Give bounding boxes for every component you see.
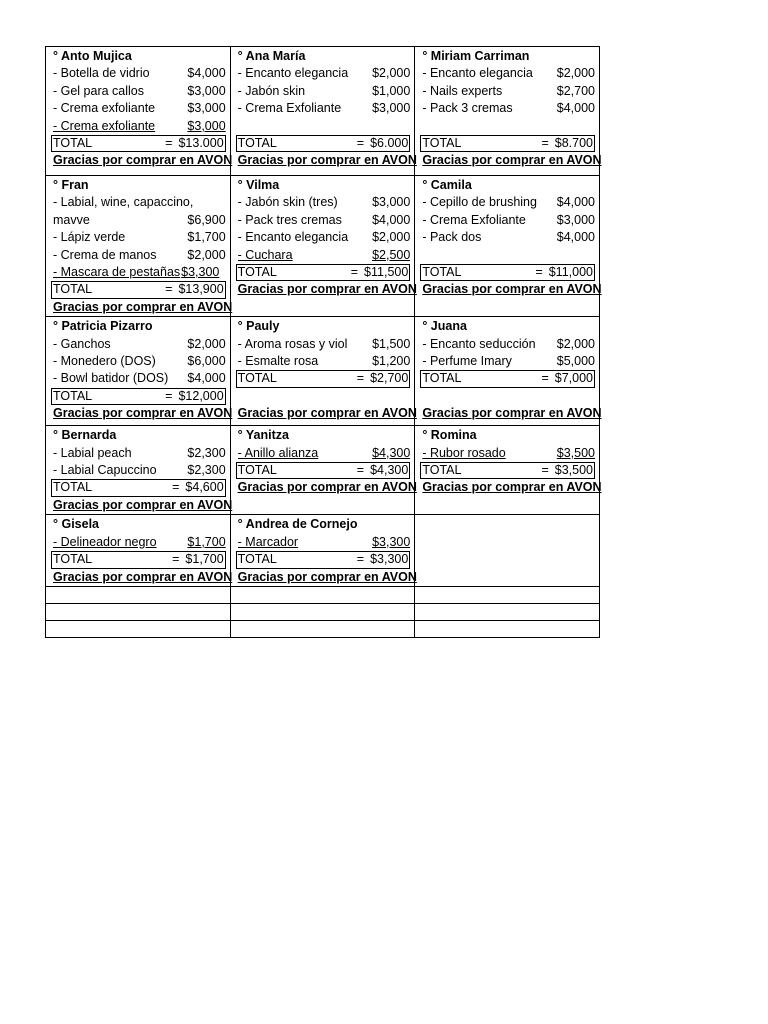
empty-cell (46, 603, 231, 620)
empty-cell (415, 620, 600, 637)
item-desc: - Pack tres cremas (237, 212, 342, 227)
total-amount: $2,700 (370, 371, 409, 386)
item-amount: $3,000 (372, 195, 411, 210)
customer-name: ° Pauly (237, 319, 280, 334)
total-box (420, 135, 595, 152)
item-amount: $3,300 (372, 534, 411, 549)
thanks-note: Gracias por comprar en AVON (422, 480, 602, 495)
total-amount: $11,000 (548, 265, 593, 280)
item-desc: - Jabón skin (237, 83, 306, 98)
customer-name: ° Vilma (237, 178, 280, 192)
item-amount: $3,000 (556, 212, 595, 227)
total-label: TOTAL (422, 371, 462, 386)
item-amount: $2,300 (187, 445, 226, 460)
total-amount: $7,000 (554, 371, 593, 386)
customer-name: ° Bernarda (53, 428, 117, 443)
item-desc: - Crema exfoliante (53, 118, 156, 133)
customer-cell (415, 176, 600, 317)
thanks-note: Gracias por comprar en AVON (237, 480, 417, 495)
empty-cell (415, 603, 600, 620)
item-desc: - Crema Exfoliante (237, 101, 342, 116)
item-amount: $2,000 (372, 230, 411, 245)
item-desc: - Jabón skin (tres) (237, 195, 338, 210)
empty-cell (230, 603, 415, 620)
total-amount: $8.700 (554, 136, 593, 151)
item-amount: $3,000 (187, 83, 226, 98)
item-desc: - Pack dos (422, 230, 482, 245)
customer-cell (46, 426, 231, 515)
total-label: TOTAL (53, 480, 93, 495)
item-desc: - Pack 3 cremas (422, 101, 513, 116)
item-amount: $3,500 (556, 445, 595, 460)
total-box (236, 264, 411, 281)
item-desc: - Aroma rosas y viol (237, 336, 348, 351)
total-box (236, 370, 411, 387)
total-label: TOTAL (53, 388, 93, 403)
item-amount: $3,000 (187, 118, 226, 133)
table-row (46, 515, 600, 587)
total-amount: $11,500 (364, 265, 409, 280)
item-desc: - Labial Capuccino (53, 463, 157, 478)
thanks-note: Gracias por comprar en AVON (237, 153, 417, 168)
total-equals: = (356, 552, 365, 567)
item-desc: - Perfume Imary (422, 354, 512, 369)
total-equals: = (356, 371, 365, 386)
thanks-note: Gracias por comprar en AVON (53, 153, 233, 168)
item-amount: $2,000 (187, 336, 226, 351)
thanks-note: Gracias por comprar en AVON (53, 497, 233, 512)
item-desc: - Labial, wine, capaccino, (53, 195, 194, 210)
total-label: TOTAL (237, 265, 277, 280)
item-desc: - Delineador negro (53, 534, 157, 549)
total-label: TOTAL (237, 552, 277, 567)
total-box (236, 551, 411, 568)
customer-cell (230, 317, 415, 426)
item-desc: - Botella de vidrio (53, 66, 150, 81)
total-amount: $13.000 (178, 136, 224, 151)
customer-name: ° Anto Mujica (53, 49, 132, 63)
item-desc: - Encanto elegancia (237, 66, 349, 81)
thanks-note: Gracias por comprar en AVON (53, 406, 233, 421)
total-label: TOTAL (53, 282, 93, 297)
table-row (46, 176, 600, 317)
item-desc: - Esmalte rosa (237, 354, 319, 369)
total-amount: $4,600 (185, 480, 224, 495)
item-desc: - Crema exfoliante (53, 101, 156, 116)
orders-table (45, 46, 600, 638)
customer-cell (230, 47, 415, 176)
empty-row (46, 603, 600, 620)
table-row (46, 426, 600, 515)
item-desc: - Mascara de pestañas (53, 265, 181, 280)
item-desc: - Rubor rosado (422, 445, 506, 460)
item-amount: $4,000 (187, 66, 226, 81)
item-desc: - Gel para callos (53, 83, 145, 98)
total-equals: = (356, 136, 365, 151)
empty-cell (230, 586, 415, 603)
thanks-note: Gracias por comprar en AVON (237, 282, 417, 297)
item-amount: $4,000 (187, 371, 226, 386)
total-box (51, 281, 226, 298)
total-equals: = (165, 388, 173, 403)
customer-cell (230, 515, 415, 587)
total-label: TOTAL (422, 136, 462, 151)
total-amount: $1,700 (185, 552, 224, 567)
item-amount: $4,000 (556, 101, 595, 116)
total-box (236, 135, 411, 152)
item-desc: mavve (53, 212, 90, 227)
total-equals: = (172, 552, 180, 567)
thanks-note: Gracias por comprar en AVON (237, 569, 417, 584)
empty-cell (415, 515, 600, 587)
customer-name: ° Fran (53, 178, 89, 192)
item-amount: $2,300 (187, 463, 226, 478)
thanks-note: Gracias por comprar en AVON (53, 569, 233, 584)
thanks-note: Gracias por comprar en AVON (422, 406, 602, 421)
total-equals: = (165, 282, 173, 297)
customer-name: ° Yanitza (237, 428, 289, 443)
total-amount: $4,300 (370, 463, 409, 478)
empty-cell (46, 586, 231, 603)
item-desc: - Lápiz verde (53, 230, 126, 245)
total-label: TOTAL (422, 463, 462, 478)
total-box (236, 462, 411, 479)
empty-row (46, 620, 600, 637)
customer-cell (46, 515, 231, 587)
thanks-note: Gracias por comprar en AVON (53, 299, 233, 314)
item-amount: $2,000 (556, 66, 595, 81)
empty-row (46, 586, 600, 603)
item-desc: - Crema de manos (53, 247, 157, 262)
customer-name: ° Patricia Pizarro (53, 319, 153, 334)
item-amount: $2,000 (556, 336, 595, 351)
item-amount: $3,300 (181, 265, 220, 280)
customer-name: ° Ana María (237, 49, 306, 63)
total-box (420, 462, 595, 479)
total-equals: = (535, 265, 543, 280)
customer-name: ° Juana (422, 319, 467, 334)
item-amount: $1,500 (372, 336, 411, 351)
item-amount: $2,000 (372, 66, 411, 81)
item-desc: - Cepillo de brushing (422, 195, 537, 210)
table-row (46, 317, 600, 426)
item-desc: - Marcador (237, 534, 299, 549)
item-desc: - Monedero (DOS) (53, 354, 156, 369)
total-box (51, 479, 226, 496)
empty-cell (230, 620, 415, 637)
total-label: TOTAL (237, 371, 277, 386)
total-amount: $3,300 (370, 552, 409, 567)
item-amount: $2,000 (187, 247, 226, 262)
item-amount: $1,700 (187, 230, 226, 245)
total-label: TOTAL (53, 136, 93, 151)
total-box (51, 135, 226, 152)
customer-cell (46, 47, 231, 176)
total-amount: $12,000 (178, 388, 224, 403)
item-desc: - Cuchara (237, 247, 293, 262)
total-equals: = (165, 136, 173, 151)
item-amount: $5,000 (556, 354, 595, 369)
item-amount: $4,000 (556, 230, 595, 245)
item-desc: - Encanto elegancia (422, 66, 533, 81)
customer-cell (415, 317, 600, 426)
total-box (51, 388, 226, 405)
thanks-note: Gracias por comprar en AVON (422, 153, 602, 168)
total-amount: $6.000 (370, 136, 409, 151)
total-equals: = (350, 265, 359, 280)
customer-cell (46, 317, 231, 426)
thanks-note: Gracias por comprar en AVON (237, 406, 417, 421)
total-box (420, 370, 595, 387)
customer-name: ° Gisela (53, 517, 99, 532)
customer-cell (415, 47, 600, 176)
item-amount: $3,000 (187, 101, 226, 116)
item-amount: $6,000 (187, 354, 226, 369)
customer-name: ° Camila (422, 178, 472, 192)
item-desc: - Ganchos (53, 336, 111, 351)
item-desc: - Anillo alianza (237, 445, 319, 460)
item-amount: $4,000 (372, 212, 411, 227)
item-desc: - Encanto seducción (422, 336, 536, 351)
thanks-note: Gracias por comprar en AVON (422, 282, 602, 297)
item-desc: - Encanto elegancia (237, 230, 349, 245)
item-amount: $1,000 (372, 83, 411, 98)
empty-cell (46, 620, 231, 637)
item-desc: - Nails experts (422, 83, 503, 98)
customer-cell (46, 176, 231, 317)
total-label: TOTAL (237, 463, 277, 478)
total-equals: = (541, 463, 549, 478)
customer-cell (230, 426, 415, 515)
total-box (420, 264, 595, 281)
total-box (51, 551, 226, 568)
total-amount: $13,900 (178, 282, 224, 297)
item-amount: $2,700 (556, 83, 595, 98)
item-desc: - Crema Exfoliante (422, 212, 526, 227)
item-amount: $4,300 (372, 445, 411, 460)
customer-cell (415, 426, 600, 515)
total-equals: = (541, 136, 549, 151)
item-amount: $1,200 (372, 354, 411, 369)
table-row (46, 47, 600, 176)
item-amount: $3,000 (372, 101, 411, 116)
total-equals: = (172, 480, 180, 495)
item-desc: - Labial peach (53, 445, 132, 460)
customer-cell (230, 176, 415, 317)
total-label: TOTAL (422, 265, 462, 280)
customer-name: ° Romina (422, 428, 477, 443)
total-amount: $3,500 (554, 463, 593, 478)
total-equals: = (541, 371, 549, 386)
item-amount: $1,700 (187, 534, 226, 549)
item-amount: $4,000 (556, 195, 595, 210)
total-equals: = (356, 463, 365, 478)
item-amount: $6,900 (187, 212, 226, 227)
customer-name: ° Andrea de Cornejo (237, 517, 358, 532)
customer-name: ° Miriam Carriman (422, 49, 530, 63)
total-label: TOTAL (237, 136, 277, 151)
item-amount: $2,500 (372, 247, 411, 262)
total-label: TOTAL (53, 552, 93, 567)
item-desc: - Bowl batidor (DOS) (53, 371, 169, 386)
empty-cell (415, 586, 600, 603)
